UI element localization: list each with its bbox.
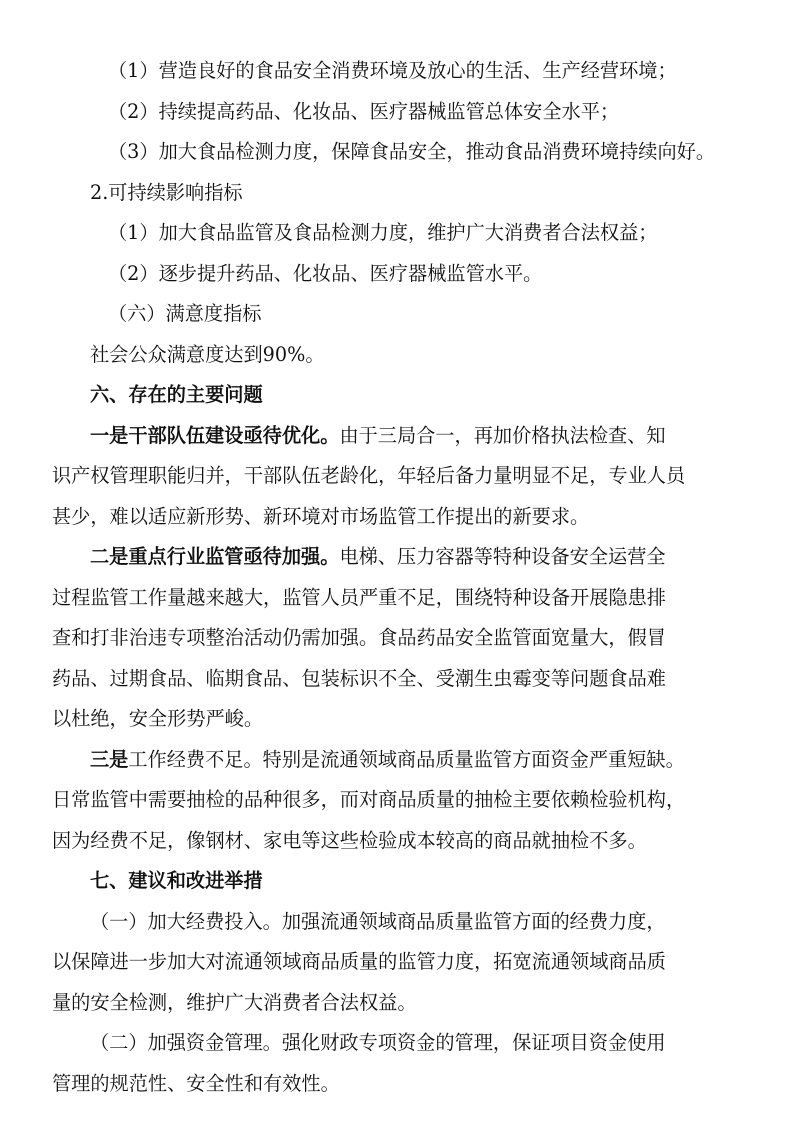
problem-1-line-3: 甚少，难以适应新形势、新环境对市场监管工作提出的新要求。 [52,504,590,528]
problem-2-line-4: 药品、过期食品、临期食品、包装标识不全、受潮生虫霉变等问题食品难 [52,666,666,690]
indicator-item-2: （2）持续提高药品、化妆品、医疗器械监管总体安全水平； [108,99,620,123]
problem-1-text: 由于三局合一，再加价格执法检查、知 [339,423,666,447]
indicator-item-3: （3）加大食品检测力度，保障食品安全，推动食品消费环境持续向好。 [108,140,716,163]
satisfaction-text: 社会公众满意度达到90%。 [90,342,325,366]
problem-3-lead: 三是 [90,747,129,771]
problem-2-text: 电梯、压力容器等特种设备安全运营全 [339,545,666,568]
suggestion-1-line-2: 以保障进一步加大对流通领域商品质量的监管力度，拓宽流通领域商品质 [52,950,666,973]
problem-1-line-2: 识产权管理职能归并，干部队伍老龄化，年轻后备力量明显不足，专业人员 [52,464,686,487]
indicator-item-1: （1）营造良好的食品安全消费环境及放心的生活、生产经营环境； [108,59,677,82]
problem-3-line-3: 因为经费不足，像钢材、家电等这些检验成本较高的商品就抽检不多。 [52,828,647,852]
problem-3-line-2: 日常监管中需要抽检的品种很多，而对商品质量的抽检主要依赖检验机构， [52,788,686,811]
problem-2-line-1 [90,536,740,578]
sustain-title: 2.可持续影响指标 [90,180,243,204]
suggestions-heading: 七、建议和改进举措 [90,869,263,892]
problem-2-line-5: 以杜绝，安全形势严峻。 [52,707,264,730]
suggestion-1-line-1: （一）加大经费投入。加强流通领域商品质量监管方面的经费力度， [90,909,666,933]
suggestion-2-line-2: 管理的规范性、安全性和有效性。 [52,1071,340,1095]
sustain-item-1: （1）加大食品监管及食品检测力度，维护广大消费者合法权益； [108,221,658,244]
problem-2-lead: 二是重点行业监管亟待加强。 [90,545,340,568]
problem-2-line-3: 查和打非治违专项整治活动仍需加强。食品药品安全监管面宽量大，假冒 [52,626,666,649]
problems-heading: 六、存在的主要问题 [90,383,263,406]
suggestion-1-line-3: 量的安全检测，维护广大消费者合法权益。 [52,990,417,1014]
problem-3-line-1 [90,739,740,781]
sustain-item-2: （2）逐步提升药品、化妆品、医疗器械监管水平。 [108,261,543,285]
problem-2-line-2: 过程监管工作量越来越大，监管人员严重不足，围绕特种设备开展隐患排 [52,585,666,609]
problem-1-lead: 一是干部队伍建设亟待优化。 [90,423,340,447]
suggestion-2-line-1: （二）加强资金管理。强化财政专项资金的管理，保证项目资金使用 [90,1031,666,1054]
problem-3-text: 工作经费不足。特别是流通领域商品质量监管方面资金严重短缺。 [128,747,685,771]
problem-1-line-1 [90,415,740,457]
satisfaction-title: （六）满意度指标 [108,302,262,325]
